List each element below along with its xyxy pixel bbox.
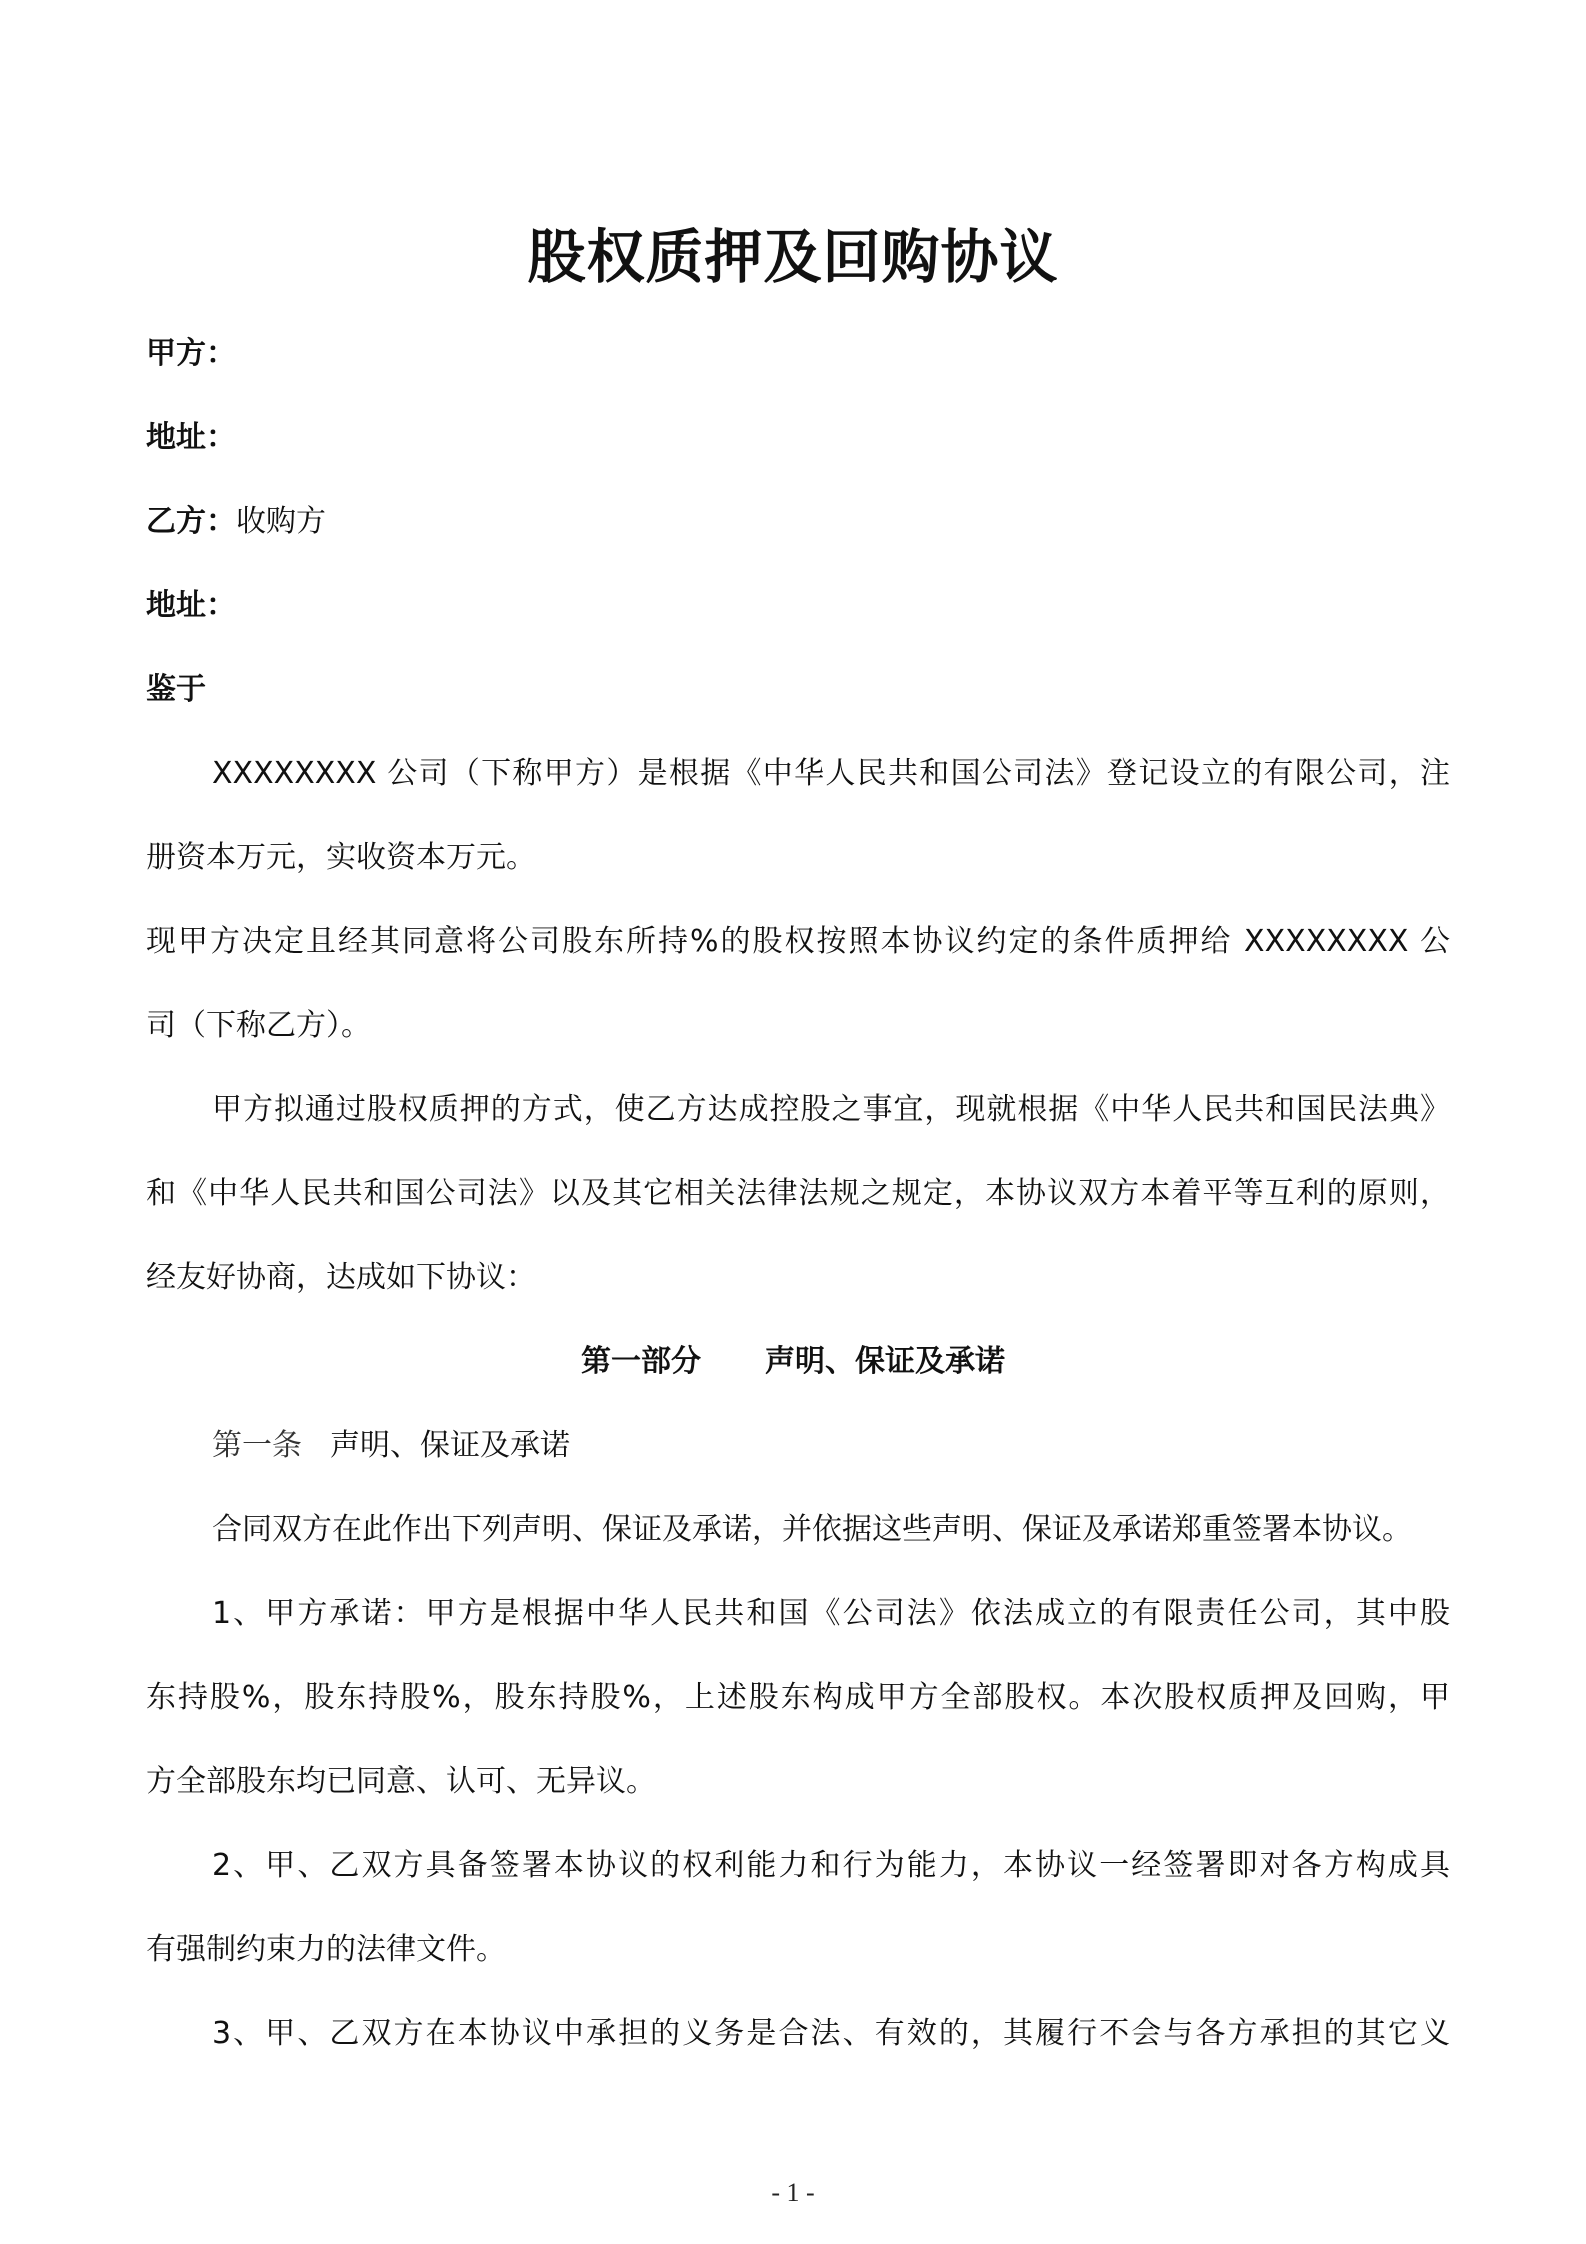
article-one-title: 声明、保证及承诺	[330, 1428, 570, 1463]
whereas-label: 鉴于	[146, 672, 206, 707]
clause-2-line-2: 有强制约束力的法律文件。	[146, 1932, 506, 1967]
party-b-label: 乙方：	[146, 504, 236, 539]
recital-3-line-1: 甲方拟通过股权质押的方式，使乙方达成控股之事宜，现就根据《中华人民共和国民法典》	[212, 1092, 1450, 1127]
party-b-address-label: 地址：	[146, 588, 236, 623]
clause-3-line-1: 3、甲、乙双方在本协议中承担的义务是合法、有效的，其履行不会与各方承担的其它义	[212, 2016, 1450, 2051]
party-a-label: 甲方：	[146, 336, 236, 371]
recital-2-line-1: 现甲方决定且经其同意将公司股东所持%的股权按照本协议约定的条件质押给 XXXXXXXX 公	[146, 924, 1450, 959]
part-one-number: 第一部分	[581, 1344, 701, 1379]
clause-1-line-1: 1、甲方承诺：甲方是根据中华人民共和国《公司法》依法成立的有限责任公司，其中股	[212, 1596, 1450, 1631]
party-b-line	[146, 502, 326, 542]
page-number: - 1 -	[771, 2178, 815, 2207]
party-b-value: 收购方	[236, 504, 326, 539]
clause-1-line-3: 方全部股东均已同意、认可、无异议。	[146, 1764, 656, 1799]
recital-2-line-2: 司（下称乙方）。	[146, 1008, 371, 1043]
document-title: 股权质押及回购协议	[527, 223, 1059, 291]
recital-3-line-2: 和《中华人民共和国公司法》以及其它相关法律法规之规定，本协议双方本着平等互利的原则，	[146, 1176, 1450, 1211]
part-one-heading	[0, 1342, 1586, 1382]
recital-1-line-2: 册资本万元，实收资本万元。	[146, 840, 536, 875]
article-one-number: 第一条	[212, 1428, 302, 1463]
article-one-heading	[212, 1426, 570, 1466]
recital-1-line-1: XXXXXXXX 公司（下称甲方）是根据《中华人民共和国公司法》登记设立的有限公司，注	[212, 756, 1450, 791]
clause-1-line-2: 东持股%，股东持股%，股东持股%，上述股东构成甲方全部股权。本次股权质押及回购，甲	[146, 1680, 1450, 1715]
clause-2-line-1: 2、甲、乙双方具备签署本协议的权利能力和行为能力，本协议一经签署即对各方构成具	[212, 1848, 1450, 1883]
article-one-intro: 合同双方在此作出下列声明、保证及承诺，并依据这些声明、保证及承诺郑重签署本协议。	[212, 1512, 1412, 1547]
recital-3-line-3: 经友好协商，达成如下协议：	[146, 1260, 536, 1295]
part-one-title: 声明、保证及承诺	[765, 1344, 1005, 1379]
party-a-address-label: 地址：	[146, 420, 236, 455]
